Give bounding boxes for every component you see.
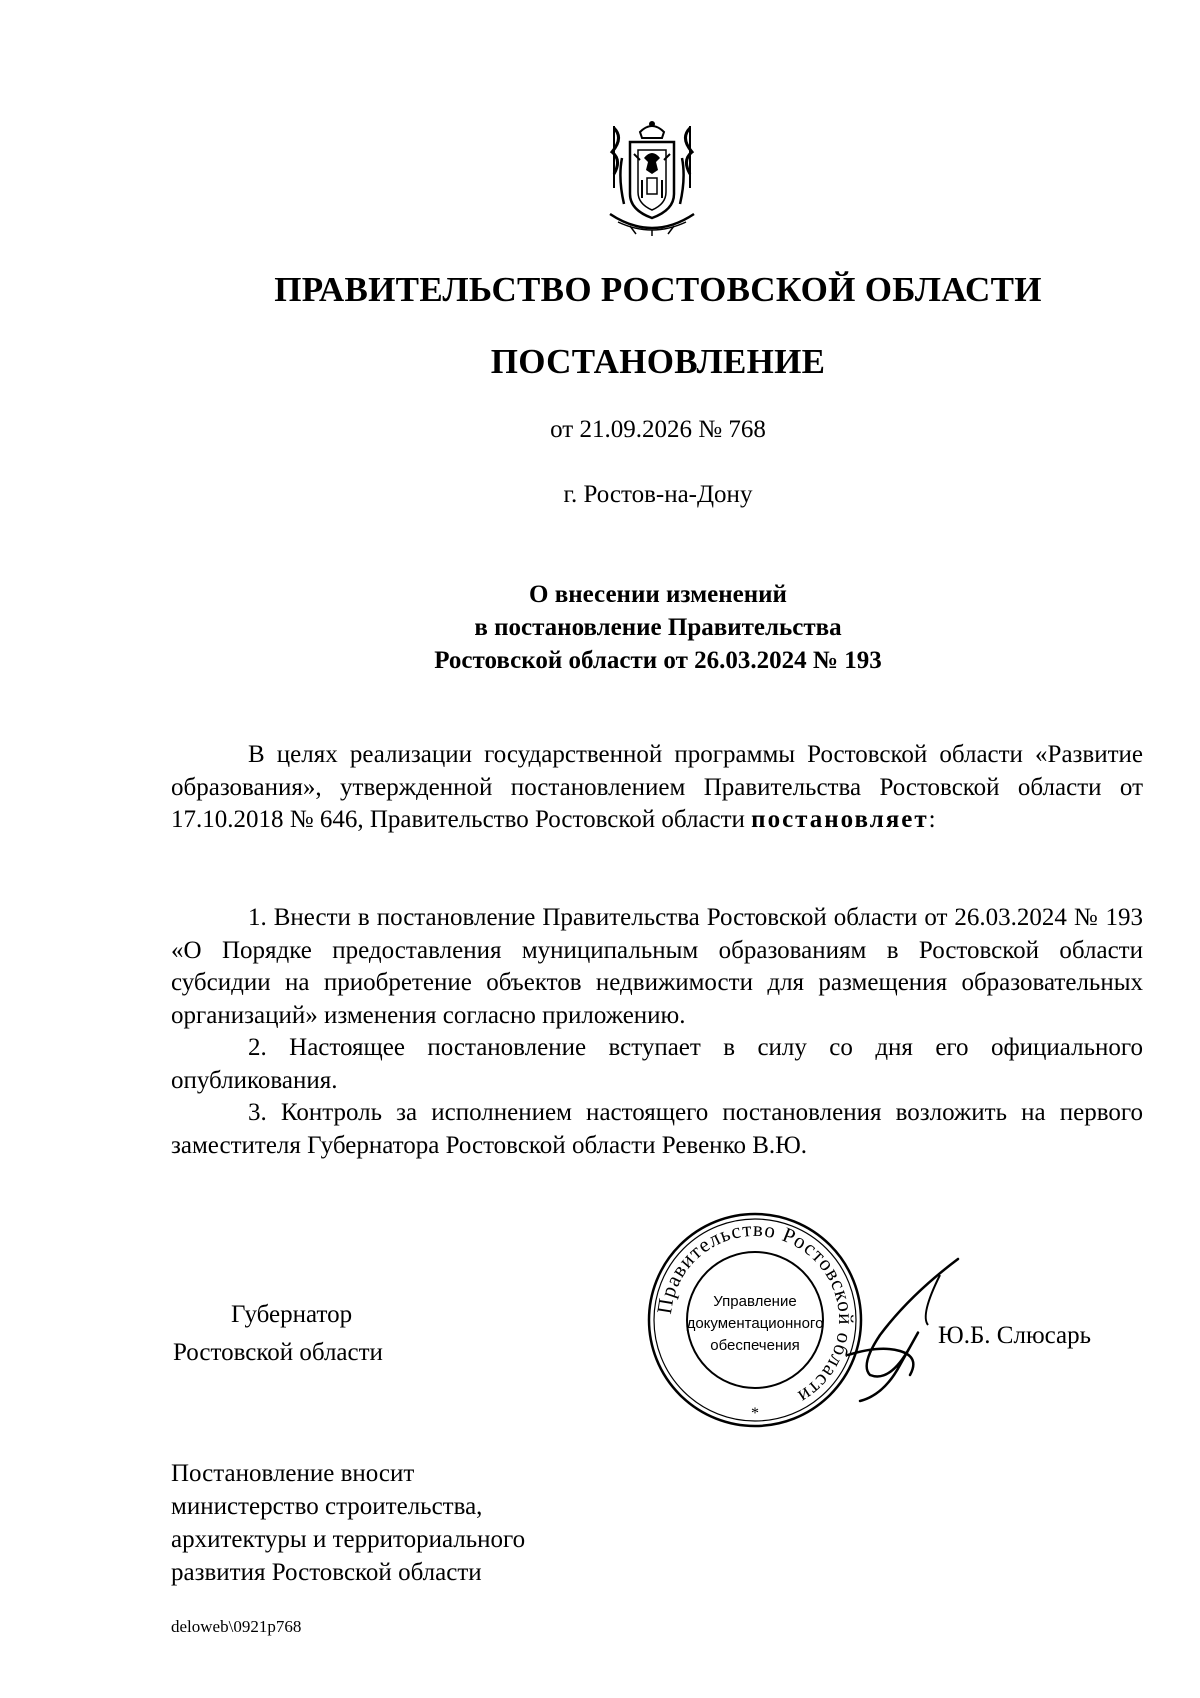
signatory-position-line: Губернатор — [231, 1301, 353, 1328]
preamble-text: В целях реализации государственной программы Ростовской области «Развитие образования», утвержденной постановлением Правительства Ростовской области от 17.10.2018 № 646, Правительство Ростовской области — [171, 741, 1143, 833]
sender-line: министерство строительства, — [171, 1493, 483, 1520]
signatory-position — [173, 1296, 383, 1372]
sender-line: развития Ростовской области — [171, 1559, 482, 1586]
document-city: г. Ростов-на-Дону — [563, 481, 753, 508]
decision-word: постановляет — [751, 806, 929, 833]
signatory-position-line: Ростовской области — [173, 1339, 383, 1366]
resolution-item: 1. Внести в постановление Правительства Ростовской области от 26.03.2024 № 193 «О Порядке предоставления муниципальным образованиям в Ростовской области субсидии на приобретение объектов недвижимости для размещения образовательных организаций» изменения согласно приложению. — [171, 904, 1143, 1029]
title-line: в постановление Правительства — [474, 614, 842, 641]
signatory-name: Ю.Б. Слюсарь — [938, 1322, 1092, 1349]
title-line: Ростовской области от 26.03.2024 № 193 — [434, 647, 882, 674]
stamp-star: * — [751, 1405, 759, 1422]
preamble-paragraph — [171, 739, 1143, 837]
sender-line: архитектуры и территориального — [171, 1526, 526, 1553]
stamp-outer-text: Правительство Ростовской области — [652, 1216, 859, 1410]
stamp-inner-line: обеспечения — [710, 1337, 800, 1354]
sender-line: Постановление вносит — [171, 1460, 415, 1487]
document-registry-code: deloweb\0921p768 — [171, 1617, 302, 1636]
document-title — [0, 578, 1200, 677]
resolution-items — [171, 902, 1143, 1162]
resolution-item: 2. Настоящее постановление вступает в силу со дня его официального опубликования. — [171, 1034, 1143, 1094]
stamp-inner-line: документационного — [686, 1315, 824, 1332]
svg-text:Правительство Ростовской облас — [652, 1217, 858, 1410]
stamp-inner-line: Управление — [713, 1293, 797, 1310]
organization-name: ПРАВИТЕЛЬСТВО РОСТОВСКОЙ ОБЛАСТИ — [274, 270, 1042, 309]
coat-of-arms-icon — [600, 118, 704, 238]
sender-block — [171, 1457, 525, 1589]
official-stamp — [645, 1210, 865, 1430]
resolution-item: 3. Контроль за исполнением настоящего постановления возложить на первого заместителя Губернатора Ростовской области Ревенко В.Ю. — [171, 1099, 1143, 1159]
title-line: О внесении изменений — [529, 581, 787, 608]
document-type: ПОСТАНОВЛЕНИЕ — [490, 342, 826, 381]
document-date-number: от 21.09.2026 № 768 — [550, 416, 766, 443]
decision-colon: : — [928, 806, 936, 833]
